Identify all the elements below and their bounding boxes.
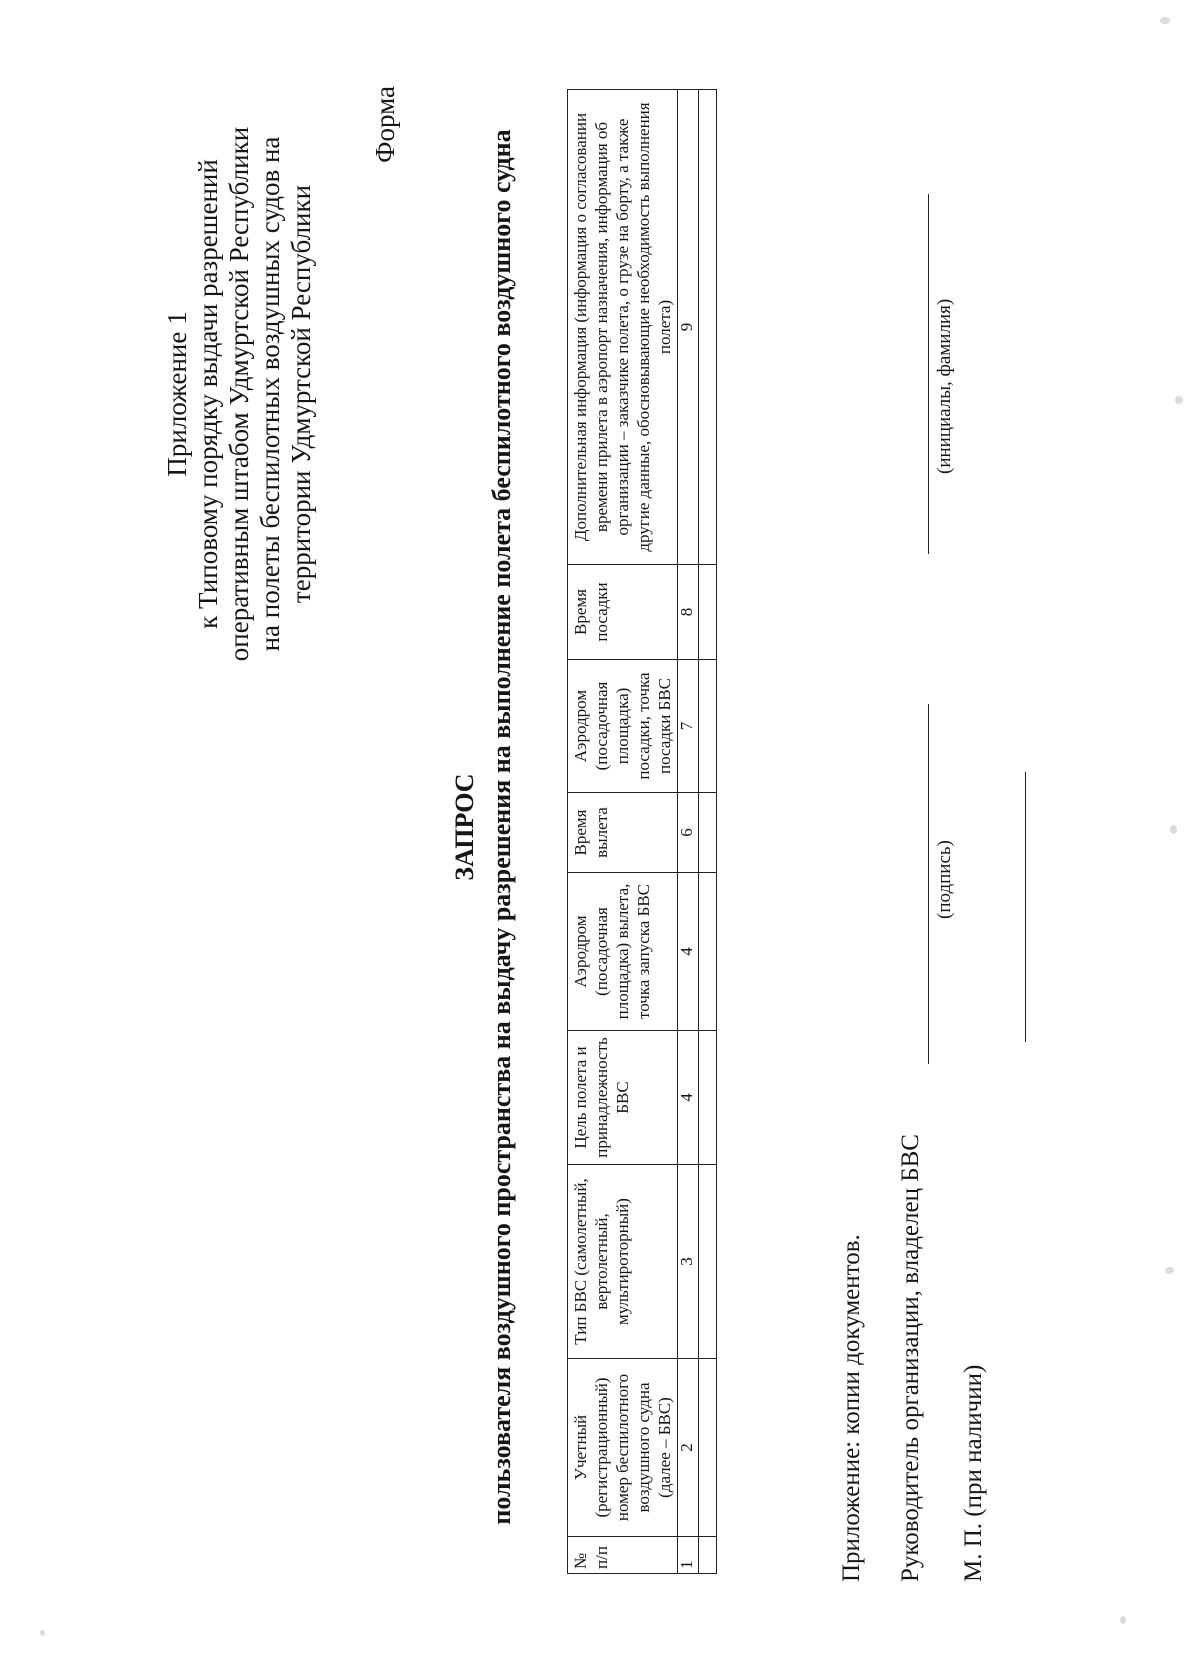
scan-speck: [1170, 825, 1177, 834]
column-number: 2: [678, 1359, 699, 1537]
header-row: [568, 90, 678, 1574]
column-number: 9: [678, 90, 699, 565]
header-cell-departure-aerodrome: Аэродром (посадочная площадка) вылета, точка запуска БВС: [568, 873, 678, 1031]
data-cell[interactable]: [699, 660, 717, 793]
column-number: 4: [678, 1031, 699, 1165]
header-cell-additional-info: Дополнительная информация (информация о согласовании времени прилета в аэропорт назначения, информация об организации – заказчике полета, о грузе на борту, а также другие данные, обосновывающие необходимость выполнения полета): [568, 90, 678, 565]
column-number: 8: [678, 565, 699, 660]
header-cell-departure-time: Время вылета: [568, 793, 678, 873]
header-cell-number: № п/п: [568, 1537, 678, 1574]
appendix-line: Приложение 1: [162, 311, 192, 477]
header-cell-landing-aerodrome: Аэродром (посадочная площадка) посадки, точка посадки БВС: [568, 660, 678, 793]
appendix-line: на полеты беспилотных воздушных судов на: [255, 136, 285, 652]
header-cell-purpose: Цель полета и принадлежность БВС: [568, 1031, 678, 1165]
signature-caption: (подпись): [934, 840, 955, 919]
appendix-line: территории Удмуртской Республики: [286, 184, 316, 604]
column-number: 1: [678, 1537, 699, 1574]
attachment-note: Приложение: копии документов.: [838, 1234, 865, 1582]
column-number: 3: [678, 1165, 699, 1359]
signature-line[interactable]: [928, 704, 929, 1064]
name-caption: (инициалы, фамилия): [934, 298, 955, 474]
appendix-line: оперативным штабом Удмуртской Республики: [224, 126, 254, 662]
scan-speck: [1120, 1616, 1126, 1624]
appendix-line: к Типовому порядку выдачи разрешений: [193, 159, 223, 629]
data-cell[interactable]: [699, 1537, 717, 1574]
scan-speck: [1175, 396, 1183, 404]
signer-label: Руководитель организации, владелец БВС: [897, 1134, 924, 1582]
data-cell[interactable]: [699, 1165, 717, 1359]
column-number-row: [678, 90, 699, 1574]
data-cell[interactable]: [699, 1359, 717, 1537]
empty-data-row: [699, 90, 717, 1574]
column-number: 7: [678, 660, 699, 793]
stamp-note: М. П. (при наличии): [960, 1364, 987, 1582]
header-cell-registration: Учетный (регистрационный) номер беспилотного воздушного судна (далее – БВС): [568, 1359, 678, 1537]
name-line[interactable]: [928, 194, 929, 554]
column-number: 4: [678, 873, 699, 1031]
scan-speck: [40, 1630, 45, 1636]
data-cell[interactable]: [699, 793, 717, 873]
appendix-header: [162, 114, 317, 674]
header-cell-landing-time: Время посадки: [568, 565, 678, 660]
data-cell[interactable]: [699, 873, 717, 1031]
data-cell[interactable]: [699, 1031, 717, 1165]
document-title: ЗАПРОС: [450, 773, 479, 881]
document-subtitle: пользователя воздушного пространства на выдачу разрешения на выполнение полета беспилотного воздушного судна: [487, 129, 516, 1525]
column-number: 6: [678, 793, 699, 873]
header-cell-type: Тип БВС (самолетный, вертолетный, мультироторный): [568, 1165, 678, 1359]
scan-speck: [1165, 1267, 1174, 1274]
data-cell[interactable]: [699, 90, 717, 565]
blank-line: [1025, 772, 1026, 1042]
scan-speck: [1160, 17, 1170, 24]
data-cell[interactable]: [699, 565, 717, 660]
form-label: Форма: [370, 86, 400, 163]
request-table: [567, 89, 717, 1574]
